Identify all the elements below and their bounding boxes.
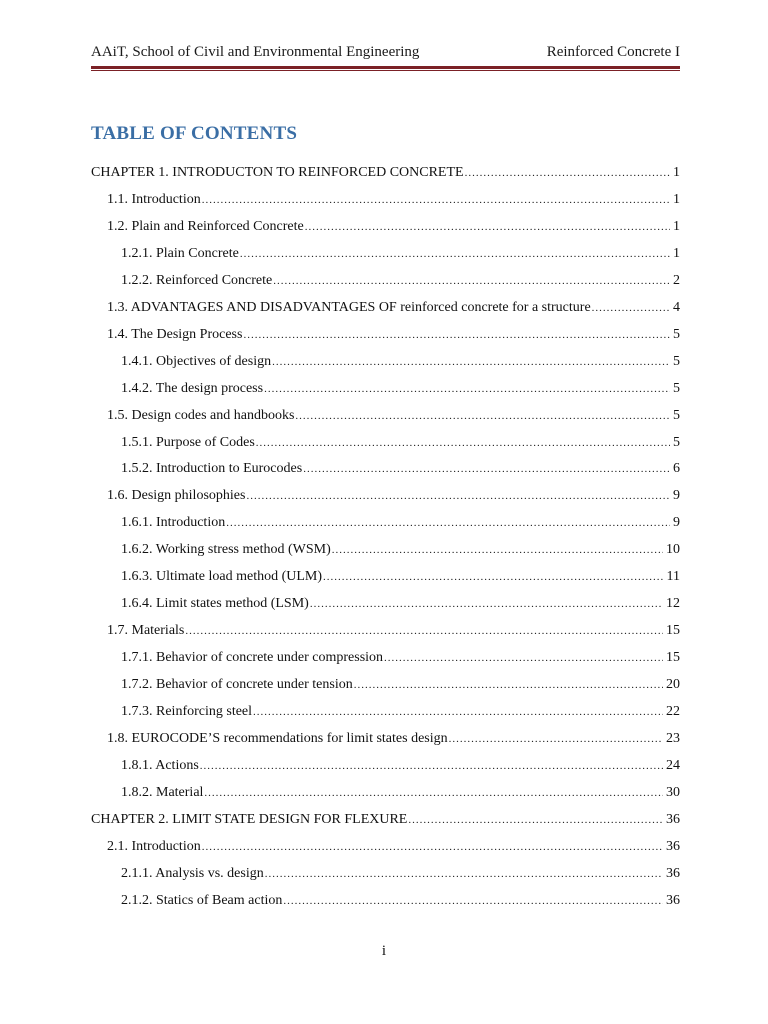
toc-entry-label: 1.8. EUROCODE’S recommendations for limit states design <box>107 730 448 746</box>
toc-entry-page: 5 <box>673 380 680 396</box>
toc-entry[interactable] <box>121 594 680 614</box>
header-rule <box>91 66 680 69</box>
toc-dot-leader <box>246 486 670 506</box>
toc-dot-leader <box>200 756 663 776</box>
toc-entry-label: 1.4. The Design Process <box>107 326 243 342</box>
toc-entry-page: 1 <box>673 191 680 207</box>
toc-entry-label: 2.1.1. Analysis vs. design <box>121 865 264 881</box>
toc-entry[interactable] <box>121 675 680 695</box>
toc-dot-leader <box>265 864 663 884</box>
toc-entry-page: 36 <box>666 892 680 908</box>
toc-entry-label: 2.1. Introduction <box>107 838 201 854</box>
toc-entry-label: 1.5.2. Introduction to Eurocodes <box>121 461 303 477</box>
toc-title: TABLE OF CONTENTS <box>91 123 298 144</box>
header-institution: AAiT, School of Civil and Environmental Engineering <box>91 44 420 60</box>
toc-entry[interactable] <box>121 379 680 399</box>
toc-dot-leader <box>272 352 670 372</box>
toc-dot-leader <box>185 621 663 641</box>
toc-entry-page: 15 <box>666 650 680 666</box>
toc-dot-leader <box>243 325 670 345</box>
toc-entry[interactable] <box>121 756 680 776</box>
toc-entry[interactable] <box>121 567 680 587</box>
toc-entry[interactable] <box>107 325 680 345</box>
toc-entry[interactable] <box>121 459 680 479</box>
toc-entry-label: 1.7.1. Behavior of concrete under compression <box>121 650 384 666</box>
toc-dot-leader <box>202 837 663 857</box>
toc-entry-page: 6 <box>673 461 680 477</box>
toc-entry-page: 5 <box>673 407 680 423</box>
toc-entry-page: 24 <box>666 757 680 773</box>
toc-dot-leader <box>332 540 663 560</box>
toc-entry-page: 10 <box>666 542 680 558</box>
toc-entry-page: 1 <box>673 245 680 261</box>
toc-entry[interactable] <box>121 702 680 722</box>
header-rule-thin <box>91 70 680 71</box>
toc-entry-label: 1.3. ADVANTAGES AND DISADVANTAGES OF reinforced concrete for a structure <box>107 299 591 315</box>
toc-entry-page: 36 <box>666 838 680 854</box>
toc-entry-label: 1.8.2. Material <box>121 784 204 800</box>
toc-entry-page: 15 <box>666 623 680 639</box>
toc-entry-page: 11 <box>666 569 680 585</box>
toc-entry[interactable] <box>121 891 680 911</box>
toc-entry[interactable] <box>121 271 680 291</box>
toc-entry-page: 5 <box>673 353 680 369</box>
toc-entry-page: 23 <box>666 730 680 746</box>
toc-entry-label: 1.4.1. Objectives of design <box>121 353 272 369</box>
toc-entry-page: 5 <box>673 434 680 450</box>
toc-entry-label: CHAPTER 1. INTRODUCTON TO REINFORCED CONCRETE <box>91 165 464 180</box>
toc-entry-label: 1.4.2. The design process <box>121 380 264 396</box>
toc-dot-leader <box>465 163 670 183</box>
toc-dot-leader <box>295 406 670 426</box>
toc-entry-page: 9 <box>673 488 680 504</box>
toc-dot-leader <box>253 702 663 722</box>
toc-dot-leader <box>204 783 663 803</box>
toc-entry-page: 2 <box>673 272 680 288</box>
toc-dot-leader <box>323 567 663 587</box>
toc-dot-leader <box>273 271 670 291</box>
toc-entry-page: 9 <box>673 515 680 531</box>
toc-entry-label: 2.1.2. Statics of Beam action <box>121 892 283 908</box>
toc-dot-leader <box>310 594 663 614</box>
toc-dot-leader <box>240 244 670 264</box>
toc-entry-page: 30 <box>666 784 680 800</box>
toc-dot-leader <box>226 513 670 533</box>
toc-entry[interactable] <box>121 513 680 533</box>
toc-entry-page: 12 <box>666 596 680 612</box>
toc-dot-leader <box>449 729 663 749</box>
toc-entry-label: 1.6.3. Ultimate load method (ULM) <box>121 569 323 585</box>
toc-entry[interactable] <box>121 864 680 884</box>
toc-entry[interactable] <box>121 540 680 560</box>
toc-dot-leader <box>256 433 670 453</box>
toc-dot-leader <box>264 379 670 399</box>
toc-entry[interactable] <box>107 837 680 857</box>
toc-entry[interactable] <box>107 190 680 210</box>
toc-entry[interactable] <box>121 352 680 372</box>
toc-dot-leader <box>592 298 670 318</box>
toc-entry[interactable] <box>121 433 680 453</box>
toc-entry[interactable] <box>107 217 680 237</box>
toc-entry-label: 1.6. Design philosophies <box>107 488 246 504</box>
toc-entry-label: 1.6.2. Working stress method (WSM) <box>121 542 331 558</box>
toc-entry-label: 1.1. Introduction <box>107 191 201 207</box>
toc-entry-label: 1.2. Plain and Reinforced Concrete <box>107 218 304 234</box>
toc-entry-page: 4 <box>673 299 680 315</box>
toc-entry-label: 1.2.2. Reinforced Concrete <box>121 272 273 288</box>
toc-entry-label: 1.6.1. Introduction <box>121 515 226 531</box>
page-number: i <box>381 943 387 959</box>
toc-entry-page: 20 <box>666 677 680 693</box>
toc-entry-page: 22 <box>666 704 680 719</box>
header-course: Reinforced Concrete I <box>546 44 680 60</box>
toc-entry[interactable] <box>121 244 680 264</box>
toc-entry-page: 1 <box>673 165 680 180</box>
toc-entry[interactable] <box>107 729 680 749</box>
toc-dot-leader <box>283 891 663 911</box>
toc-entry-page: 1 <box>673 218 680 234</box>
toc-entry-label: 1.2.1. Plain Concrete <box>121 245 239 261</box>
toc-entry-page: 36 <box>666 865 680 881</box>
toc-entry[interactable] <box>107 298 680 318</box>
toc-entry[interactable] <box>91 163 680 183</box>
toc-dot-leader <box>408 810 663 830</box>
toc-entry-label: 1.5.1. Purpose of Codes <box>121 434 255 450</box>
toc-entry-label: 1.7.2. Behavior of concrete under tension <box>121 677 353 693</box>
toc-dot-leader <box>303 459 670 479</box>
toc-entry-label: 1.7. Materials <box>107 623 185 639</box>
toc-entry[interactable] <box>121 783 680 803</box>
toc-dot-leader <box>202 190 670 210</box>
toc-entry-label: 1.8.1. Actions <box>121 757 199 773</box>
toc-entry-label: CHAPTER 2. LIMIT STATE DESIGN FOR FLEXURE <box>91 811 408 827</box>
toc-entry[interactable] <box>91 810 680 830</box>
toc-entry-page: 5 <box>673 326 680 342</box>
toc-entry[interactable] <box>107 621 680 641</box>
toc-entry[interactable] <box>107 486 680 506</box>
toc-entry[interactable] <box>121 648 680 668</box>
toc-entry-label: 1.5. Design codes and handbooks <box>107 407 295 423</box>
toc-entry[interactable] <box>107 406 680 426</box>
toc-entry-label: 1.6.4. Limit states method (LSM) <box>121 596 309 612</box>
toc-entry-page: 36 <box>666 811 680 827</box>
toc-dot-leader <box>305 217 670 237</box>
toc-dot-leader <box>384 648 663 668</box>
toc-dot-leader <box>354 675 663 695</box>
toc-entry-label: 1.7.3. Reinforcing steel <box>121 704 253 719</box>
